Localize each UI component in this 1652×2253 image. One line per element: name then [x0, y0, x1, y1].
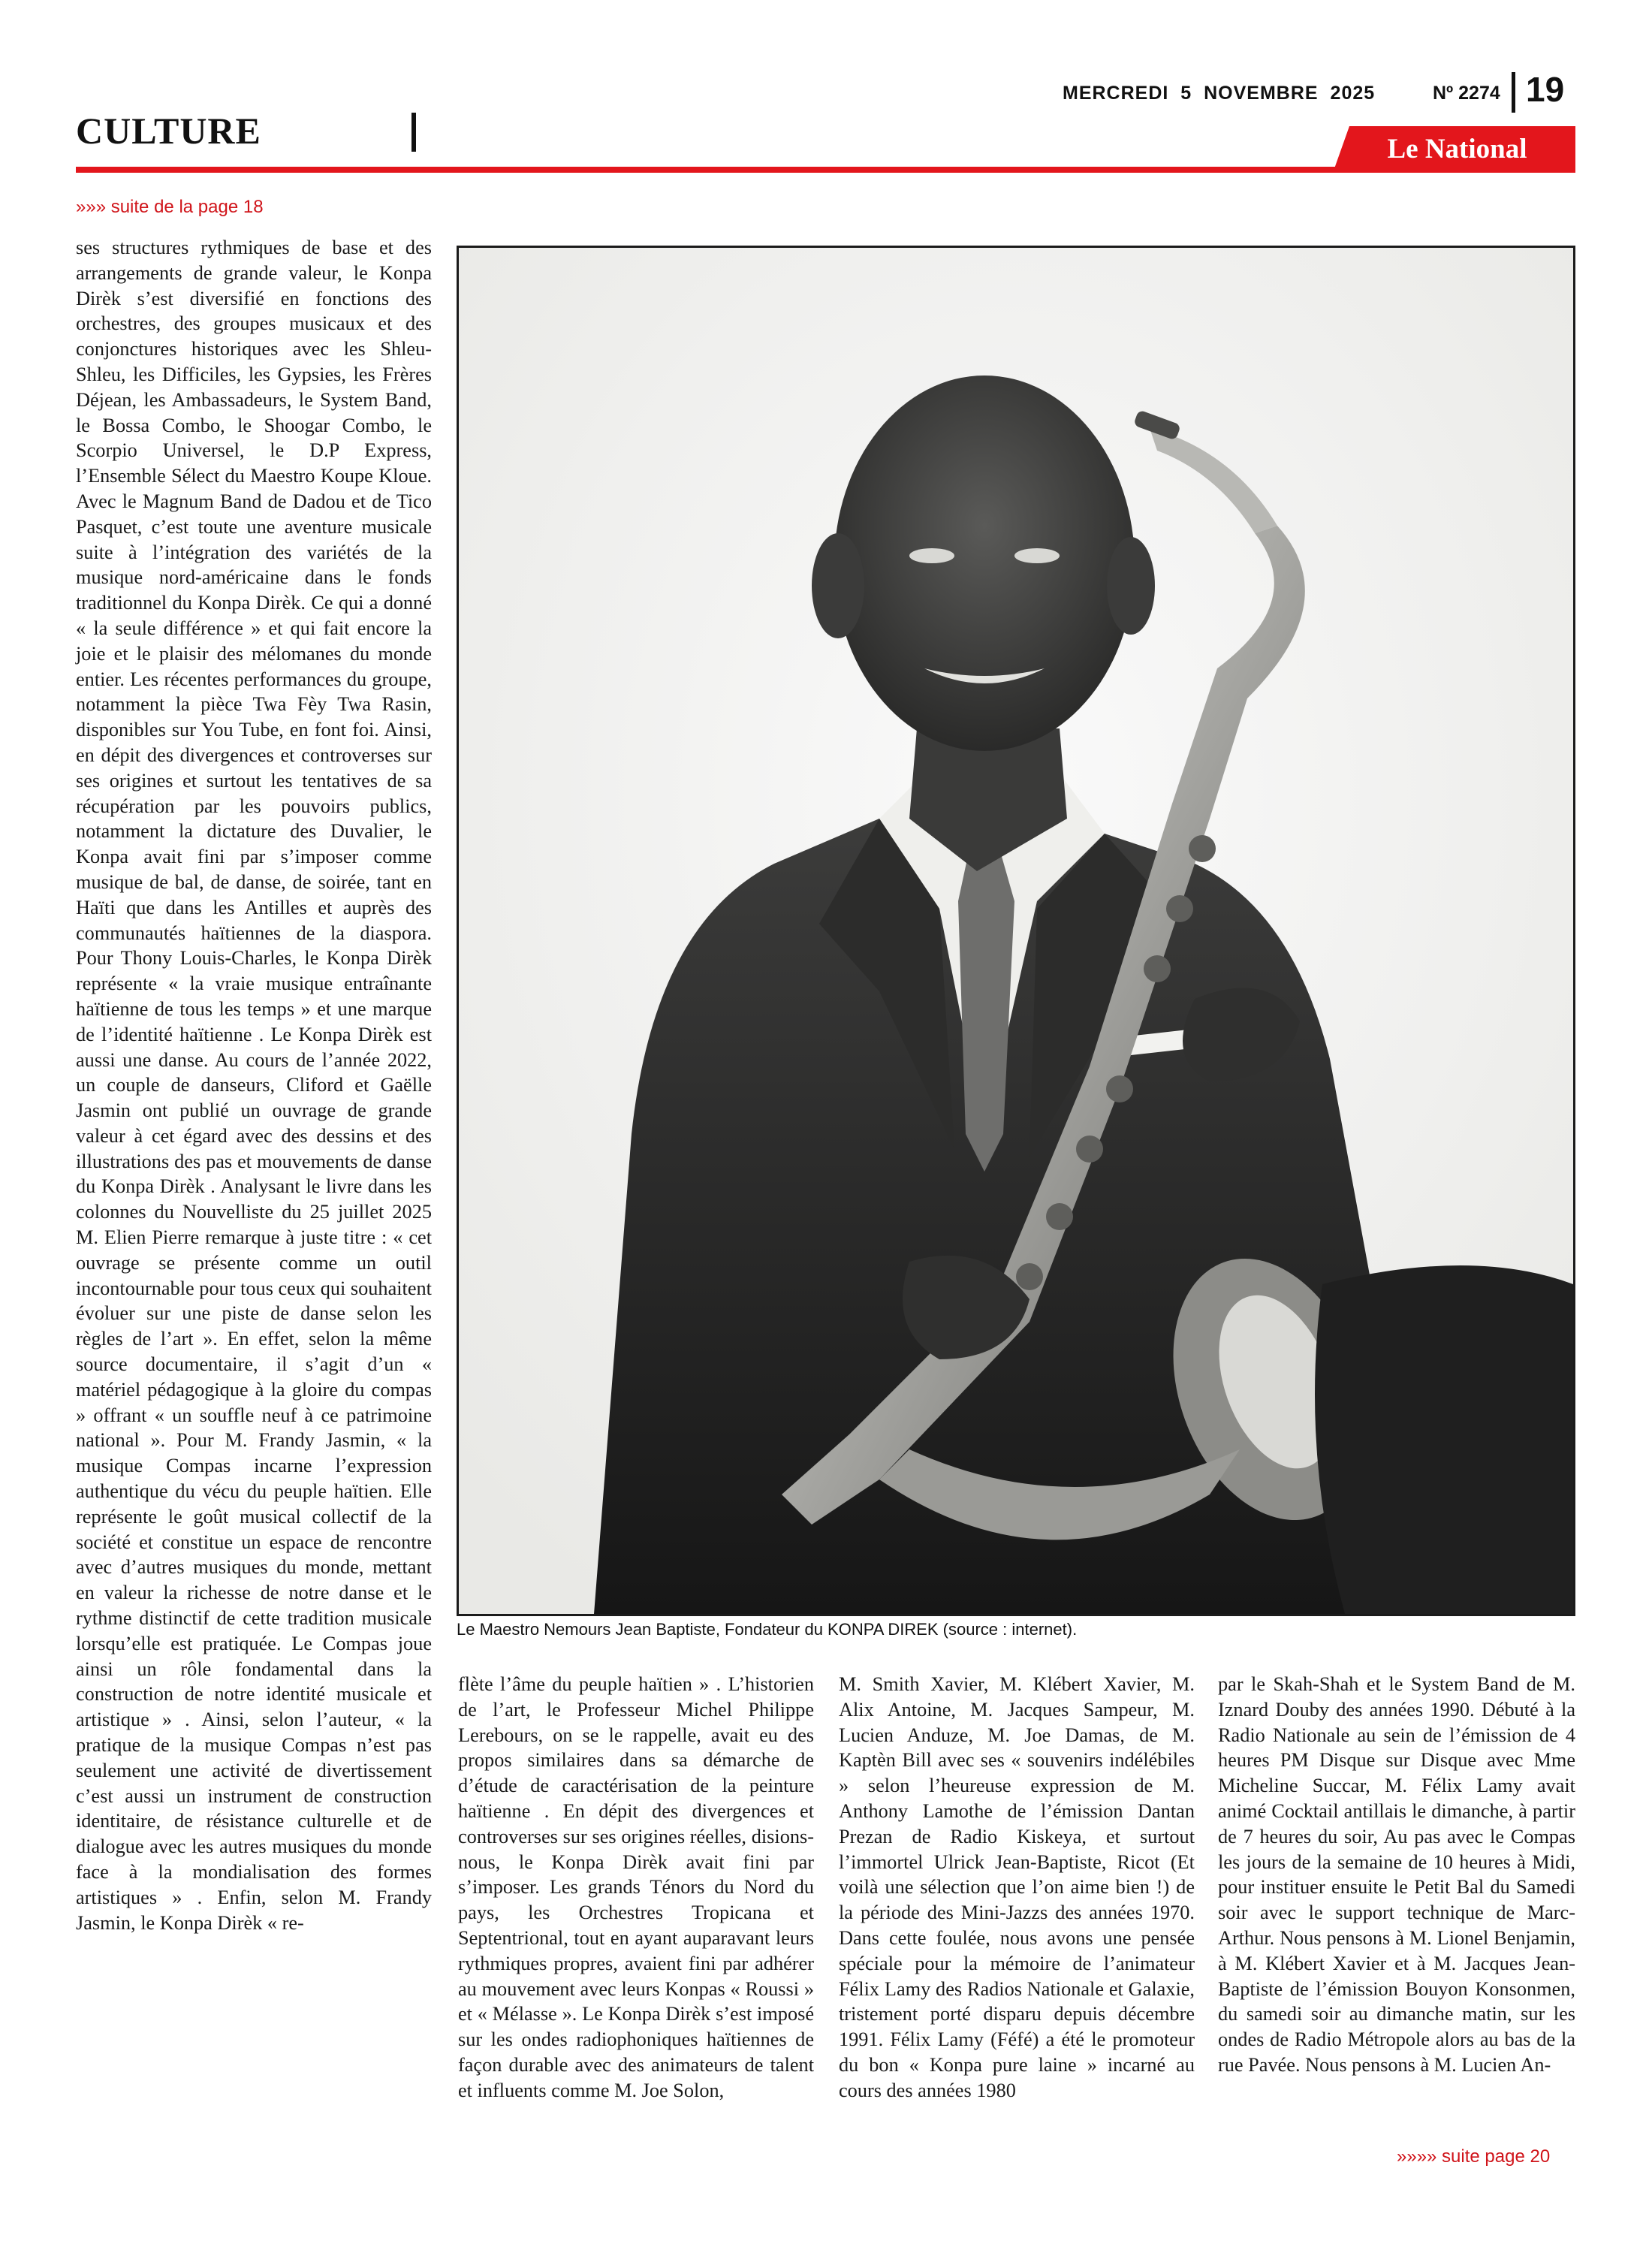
article-photo [457, 246, 1575, 1616]
header-rule [76, 167, 1575, 173]
continued-from: »»» suite de la page 18 [76, 197, 264, 217]
section-title: CULTURE [76, 110, 261, 152]
photo-caption: Le Maestro Nemours Jean Baptiste, Fondateur du KONPA DIREK (source : internet). [457, 1620, 1078, 1639]
page-number: 19 [1526, 70, 1565, 109]
section-divider [411, 113, 416, 152]
article-column-3: M. Smith Xavier, M. Klébert Xavier, M. Alix Antoine, M. Jacques Sampeur, M. Lucien Anduze, M. Joe Damas, de M. Kaptèn Bill avec ses « souvenirs indélébiles » selon l’heureuse expression de M. Anthony Lamothe de l’émission Dantan Prezan de Radio Kiskeya, et surtout l’immortel Ulrick Jean-Baptiste, Ricot (Et voilà une sélection que l’on aime bien !) de la période des Mini-Jazzs des années 1970. Dans cette foulée, nous avons une pensée spéciale pour la mémoire de l’animateur Félix Lamy des Radios Nationale et Galaxie, tristement porté disparu depuis décembre 1991. Félix Lamy (Féfé) a été le promoteur du bon « Konpa pure laine » incarné au cours des années 1980 [839, 1673, 1195, 2101]
page-number-divider [1512, 72, 1515, 113]
continued-to: »»»» suite page 20 [1397, 2146, 1551, 2167]
article-column-2: flète l’âme du peuple haïtien » . L’historien de l’art, le Professeur Michel Philippe Lerebours, on se le rappelle, avait eu des propos similaires dans sa démarche de d’étude de caractérisation de la peinture haïtienne . En dépit des divergences et controverses sur ses origines réelles, disions-nous, le Konpa Dirèk avait fini par s’imposer. Les grands Ténors du Nord du pays, les Orchestres Tropicana et Septentrional, tout en ayant auparavant leurs rythmiques propres, avaient fini par adhérer au mouvement avec leurs Konpas « Roussi » et « Mélasse ». Le Konpa Dirèk s’est imposé sur les ondes radiophoniques haïtiennes de façon durable avec des animateurs de talent et influents comme M. Joe Solon, [458, 1673, 814, 2101]
issue-number: Nº 2274 [1433, 83, 1500, 104]
article-column-4: par le Skah-Shah et le System Band de M. Iznard Douby des années 1990. Débuté à la Radio Nationale au sein de l’émission de 4 heures PM Disque sur Disque avec Mme Micheline Succar, M. Félix Lamy avait animé Cocktail antillais le dimanche, à partir de 7 heures du soir, Au pas avec le Compas les jours de la semaine de 10 heures à Midi, pour instituer ensuite le Petit Bal du Samedi soir avec le support technique de Marc-Arthur. Nous pensons à M. Lionel Benjamin, à M. Klébert Xavier et à M. Jacques Jean-Baptiste de l’émission Bouyon Konsonmen, du samedi soir au dimanche matin, sur les ondes de Radio Métropole alors au bas de la rue Pavée. Nous pensons à M. Lucien An- [1218, 1673, 1575, 2076]
masthead-title: Le National [1387, 134, 1527, 164]
article-column-1: ses structures rythmiques de base et des arrangements de grande valeur, le Konpa Dirèk s’est diversifié en fonctions des orchestres, des groupes musicaux et des conjonctures historiques avec les Shleu-Shleu, les Difficiles, les Gypsies, les Frères Déjean, les Ambassadeurs, le System Band, le Bossa Combo, le Shoogar Combo, le Scorpio Universel, le D.P Express, l’Ensemble Sélect du Maestro Koupe Kloue. Avec le Magnum Band de Dadou et de Tico Pasquet, c’est toute une aventure musicale suite à l’intégration des variétés de la musique nord-américaine dans le fonds traditionnel du Konpa Dirèk. Ce qui a donné « la seule différence » et qui fait encore la joie et le plaisir des mélomanes du monde entier. Les récentes performances du groupe, notamment la pièce Twa Fèy Twa Rasin, disponibles sur You Tube, en font foi. Ainsi, en dépit des divergences et controverses sur ses origines et surtout les tentatives de sa récupération par les pouvoirs publics, notamment la dictature des Duvalier, le Konpa avait fini par s’imposer comme musique de bal, de danse, de soirée, tant en Haïti que dans les Antilles et auprès des communautés haïtiennes de la diaspora. Pour Thony Louis-Charles, le Konpa Dirèk représente « la vraie musique entraînante haïtienne de tous les temps » et une marque de l’identité haïtienne . Le Konpa Dirèk est aussi une danse. Au cours de l’année 2022, un couple de danseurs, Cliford et Gaëlle Jasmin ont publié un ouvrage de grande valeur à cet égard avec des dessins et des illustrations des pas et mouvements de danse du Konpa Dirèk . Analysant le livre dans les colonnes du Nouvelliste du 25 juillet 2025 M. Elien Pierre remarque à juste titre : « cet ouvrage se présente comme un outil incontournable pour tous ceux qui souhaitent évoluer sur une piste de danse selon les règles de l’art ». En effet, selon la même source documentaire, il s’agit d’un « matériel pédagogique à la gloire du compas » offrant « un souffle neuf à ce patrimoine national ». Pour M. Frandy Jasmin, « la musique Compas incarne l’expression authentique du vécu du peuple haïtien. Elle représente le goût musical collectif de la société et constitue un espace de rencontre avec d’autres musiques du monde, mettant en valeur la richesse de notre danse et le rythme distinctif de cette tradition musicale lorsqu’elle est pratiquée. Le Compas joue ainsi un rôle fondamental dans la construction de notre identité musicale et artistique » . Ainsi, selon l’auteur, « la pratique de la musique Compas n’est pas seulement une activité de divertissement c’est aussi un instrument de construction identitaire, de résistance culturelle et de dialogue avec les autres musiques du monde face à la mondialisation des formes artistiques » . Enfin, selon M. Frandy Jasmin, le Konpa Dirèk « re- [76, 237, 432, 1934]
issue-date: MERCREDI 5 NOVEMBRE 2025 [1063, 83, 1376, 104]
saxophonist-portrait-image [459, 248, 1573, 1614]
